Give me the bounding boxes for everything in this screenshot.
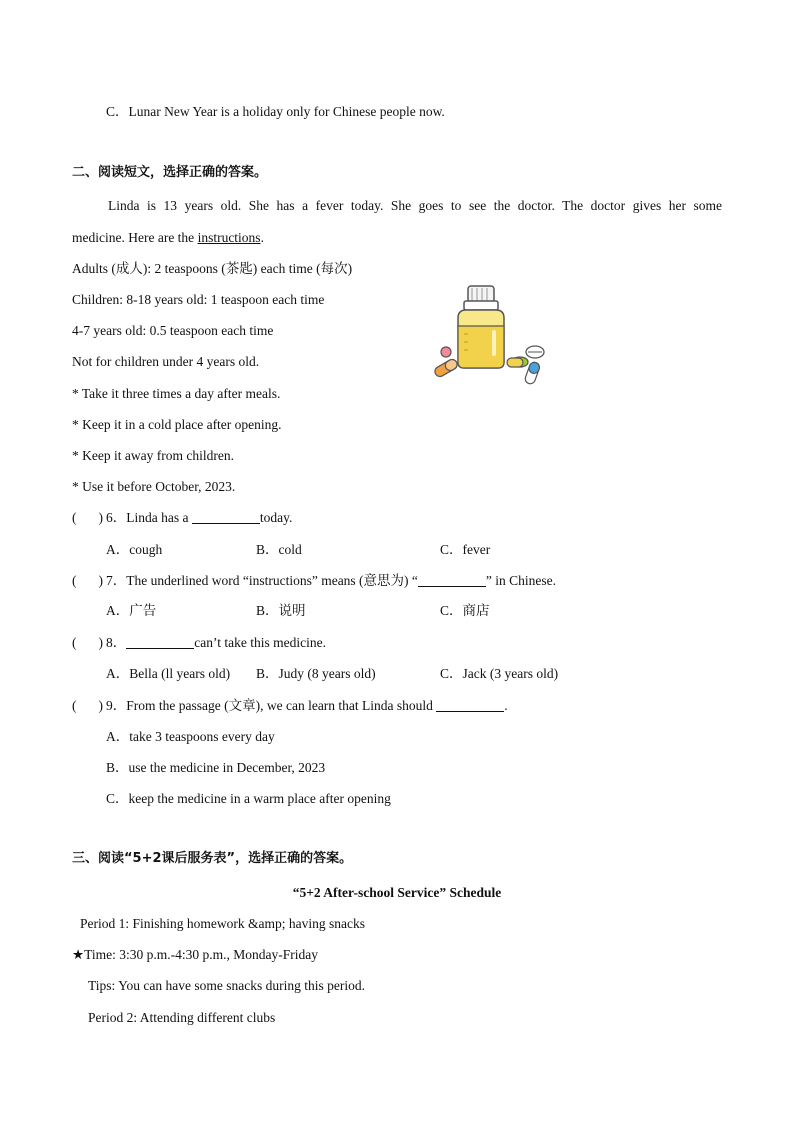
answer-blank[interactable] [436,697,504,712]
question-6: ( ) 6．Linda has a today. [72,510,293,525]
period-1: Period 1: Finishing homework &amp; having snacks [80,916,365,931]
question-5-option-c: C．Lunar New Year is a holiday only for Chinese people now. [106,104,445,119]
instruction-line: Children: 8-18 years old: 1 teaspoon each time [72,292,325,307]
q9-option-b[interactable]: B．use the medicine in December, 2023 [106,760,326,775]
q6-option-b[interactable]: B．cold [256,542,302,557]
q9-option-c[interactable]: C．keep the medicine in a warm place after opening [106,791,391,806]
instruction-line: * Keep it in a cold place after opening. [72,417,282,432]
q6-option-a[interactable]: A．cough [106,542,163,557]
question-8: ( ) 8． can’t take this medicine. [72,635,326,650]
passage-line-2 [72,229,264,247]
q6-option-c[interactable]: C．fever [440,542,491,557]
medicine-bottle-illustration [430,282,555,392]
answer-paren[interactable]: ( ) [72,698,103,713]
q7-option-a[interactable]: A．广告 [106,603,157,618]
section-2-heading: 二、阅读短文，选择正确的答案。 [72,165,268,180]
question-7: ( ) 7．The underlined word “instructions” means (意思为) “ ” in Chinese. [72,573,557,588]
instruction-line: Adults (成人): 2 teaspoons (茶匙) each time (每次) [72,261,353,276]
instruction-line: * Use it before October, 2023. [72,479,236,494]
section-3-heading: 三、阅读“5+2课后服务表”，选择正确的答案。 [72,851,353,866]
q7-option-b[interactable]: B．说明 [256,603,306,618]
answer-paren[interactable]: ( ) [72,510,103,525]
answer-blank[interactable] [126,634,194,649]
answer-blank[interactable] [192,509,260,524]
q8-option-b[interactable]: B．Judy (8 years old) [256,666,376,681]
passage-line-1: Linda is 13 years old. She has a fever today. She goes to see the doctor. The doctor gives her some [108,198,722,213]
period-2: Period 2: Attending different clubs [88,1010,276,1025]
question-9: ( ) 9．From the passage (文章), we can learn that Linda should . [72,698,508,713]
q9-option-a[interactable]: A．take 3 teaspoons every day [106,729,275,744]
instruction-line: Not for children under 4 years old. [72,354,260,369]
q8-option-c[interactable]: C．Jack (3 years old) [440,666,559,681]
passage-text: medicine. Here are the [72,230,198,245]
q7-option-c[interactable]: C．商店 [440,603,490,618]
answer-paren[interactable]: ( ) [72,635,103,650]
schedule-tips: Tips: You can have some snacks during this period. [88,978,365,993]
answer-blank[interactable] [418,572,486,587]
answer-paren[interactable]: ( ) [72,573,103,588]
schedule-time: ★Time: 3:30 p.m.-4:30 p.m., Monday-Friday [72,947,318,962]
instruction-line: * Take it three times a day after meals. [72,386,281,401]
instruction-line: * Keep it away from children. [72,448,234,463]
passage-period: . [260,230,264,245]
instruction-line: 4-7 years old: 0.5 teaspoon each time [72,323,274,338]
instructions-underlined: instructions [197,230,261,245]
schedule-title: “5+2 After-school Service” Schedule [292,885,502,900]
q8-option-a[interactable]: A．Bella (ll years old) [106,666,231,681]
